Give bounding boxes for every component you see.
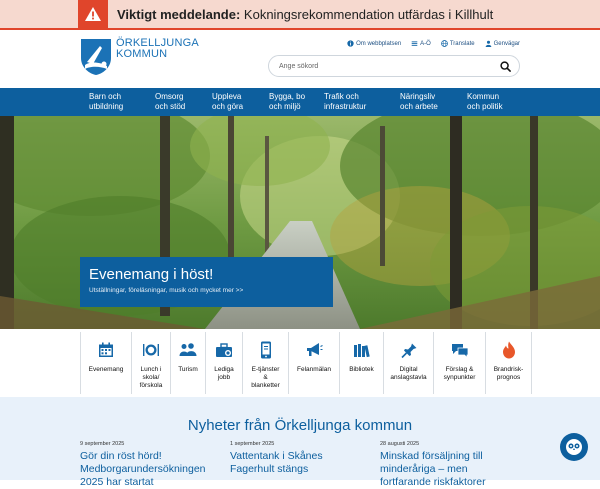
- news-item[interactable]: [80, 441, 228, 489]
- search-placeholder: Ange sökord: [279, 62, 319, 70]
- service-label: [251, 366, 280, 390]
- service-label: [444, 366, 476, 382]
- service-label: [390, 366, 426, 382]
- hero-banner: [0, 116, 600, 329]
- logo-text-line2: KOMMUN: [116, 48, 168, 60]
- news-title[interactable]: [80, 450, 228, 489]
- link-label: Genvägar: [493, 40, 520, 47]
- nav-label-line2: infrastruktur: [324, 102, 367, 111]
- globe-icon: [441, 40, 448, 47]
- service-label-line: &: [263, 374, 268, 381]
- news-heading: Nyheter från Örkelljunga kommun: [187, 417, 413, 434]
- service-label-line: jobb: [217, 374, 231, 381]
- nav-item-barn-och-utbildning[interactable]: [89, 92, 123, 112]
- hero-subtitle[interactable]: Utställningar, föreläsningar, musik och mycket mer >>: [89, 287, 244, 294]
- service-label-line: Lediga: [214, 366, 234, 373]
- alert-label: Viktigt meddelande:: [117, 6, 241, 22]
- main-navigation: [0, 88, 600, 116]
- news-title-line: fortfarande riskfaktorer: [380, 476, 486, 488]
- service-label-line: E-tjänster: [251, 366, 280, 373]
- quick-services: [0, 329, 600, 397]
- link-a-z[interactable]: [411, 40, 431, 47]
- owl-icon: [565, 438, 583, 456]
- list-icon: [411, 40, 418, 47]
- service-bibliotek[interactable]: [340, 332, 384, 394]
- nav-item-kommun-och-politik[interactable]: [467, 92, 503, 112]
- assistant-button[interactable]: [560, 433, 588, 461]
- pin-icon: [401, 340, 417, 360]
- hero-feature-card[interactable]: [80, 257, 333, 307]
- site-logo[interactable]: [80, 38, 199, 76]
- service-label-line: Lunch i: [140, 366, 162, 373]
- alert-text: [117, 7, 493, 22]
- news-date: 28 augusti 2025: [380, 441, 420, 447]
- nav-item-uppleva-och-gora[interactable]: [212, 92, 243, 112]
- news-title-line: 2025 har startat: [80, 476, 154, 488]
- news-title-line: minderåriga – men: [380, 463, 468, 475]
- service-label-line: Bibliotek: [349, 366, 374, 373]
- nav-label-line1: Trafik och: [324, 92, 359, 101]
- link-label: Om webbplatsen: [356, 40, 402, 47]
- service-label-line: Förslag &: [445, 366, 474, 373]
- coat-of-arms-icon: [80, 38, 112, 76]
- service-label-line: Evenemang: [88, 366, 124, 373]
- nav-label-line1: Näringsliv: [400, 92, 436, 101]
- alert-banner[interactable]: [0, 0, 600, 30]
- search-input[interactable]: [268, 55, 520, 77]
- nav-label-line2: och miljö: [269, 102, 301, 111]
- service-label-line: blanketter: [251, 382, 280, 389]
- service-label-line: Felanmälan: [297, 366, 331, 373]
- service-label-line: prognos: [496, 374, 521, 381]
- service-label-line: förskola: [139, 382, 163, 389]
- service-e-tjanster[interactable]: [243, 332, 289, 394]
- chat-icon: [451, 340, 469, 360]
- link-label: A-Ö: [420, 40, 431, 47]
- service-evenemang[interactable]: [80, 332, 132, 394]
- news-title[interactable]: [230, 450, 375, 476]
- service-lediga-jobb[interactable]: [206, 332, 243, 394]
- flame-icon: [502, 340, 516, 360]
- alert-message[interactable]: Kokningsrekommendation utfärdas i Killhult: [243, 6, 494, 22]
- site-header: [0, 30, 600, 88]
- service-forslag-synpunkter[interactable]: [434, 332, 486, 394]
- service-brandriskprognos[interactable]: [486, 332, 532, 394]
- link-translate[interactable]: [441, 40, 475, 47]
- dining-icon: [142, 340, 160, 360]
- info-icon: [347, 40, 354, 47]
- news-title-line: Gör din röst hörd!: [80, 450, 162, 462]
- warning-icon: [78, 0, 108, 28]
- service-label: [297, 366, 331, 374]
- service-label-line: Brandrisk-: [493, 366, 524, 373]
- search-icon[interactable]: [500, 61, 511, 72]
- nav-label-line1: Barn och: [89, 92, 122, 101]
- news-item[interactable]: [380, 441, 540, 489]
- nav-label-line1: Omsorg: [155, 92, 184, 101]
- service-label: [494, 366, 524, 382]
- news-date: 1 september 2025: [230, 441, 275, 447]
- mobile-icon: [259, 340, 273, 360]
- nav-label-line1: Uppleva: [212, 92, 242, 101]
- nav-item-bygga-bo-och-miljo[interactable]: [269, 92, 305, 112]
- briefcase-icon: [215, 340, 233, 360]
- user-icon: [485, 40, 492, 47]
- link-shortcuts[interactable]: [485, 40, 520, 47]
- service-label-line: Turism: [178, 366, 198, 373]
- service-lunch[interactable]: [132, 332, 171, 394]
- service-label: [89, 366, 124, 374]
- nav-label-line1: Kommun: [467, 92, 500, 101]
- service-label: [349, 366, 374, 374]
- news-title-line: Medborgarundersökningen: [80, 463, 206, 475]
- nav-label-line2: utbildning: [89, 102, 124, 111]
- link-label: Translate: [449, 40, 475, 47]
- news-item[interactable]: [230, 441, 375, 476]
- nav-item-naringsliv-och-arbete[interactable]: [400, 92, 438, 112]
- link-about-site[interactable]: [347, 40, 401, 47]
- service-label-line: Digital: [399, 366, 418, 373]
- news-title-line: Fagerhult stängs: [230, 463, 309, 475]
- service-digital-anslagstavla[interactable]: [384, 332, 434, 394]
- logo-text-line1: ÖRKELLJUNGA: [116, 37, 199, 49]
- service-label-line: synpunkter: [443, 374, 476, 381]
- books-icon: [353, 340, 371, 360]
- news-date: 9 september 2025: [80, 441, 125, 447]
- service-felanmalan[interactable]: [289, 332, 340, 394]
- nav-label-line2: och arbete: [400, 102, 438, 111]
- service-label-line: anslagstavla: [390, 374, 427, 381]
- hero-title: Evenemang i höst!: [89, 266, 214, 283]
- megaphone-icon: [305, 340, 323, 360]
- calendar-icon: [98, 340, 114, 360]
- people-icon: [179, 340, 197, 360]
- utility-links: [347, 40, 520, 47]
- service-label: [140, 366, 163, 390]
- service-label: [178, 366, 198, 374]
- nav-label-line2: och göra: [212, 102, 244, 111]
- news-title[interactable]: [380, 450, 540, 489]
- news-title-line: Vattentank i Skånes: [230, 450, 323, 462]
- service-label: [214, 366, 234, 382]
- news-section: [0, 397, 600, 488]
- nav-label-line2: och politik: [467, 102, 503, 111]
- news-title-line: Minskad försäljning till: [380, 450, 483, 462]
- nav-item-omsorg-och-stod[interactable]: [155, 92, 185, 112]
- nav-item-trafik-och-infrastruktur[interactable]: [324, 92, 366, 112]
- nav-label-line2: och stöd: [155, 102, 186, 111]
- nav-label-line1: Bygga, bo: [269, 92, 306, 101]
- service-label-line: skola/: [142, 374, 160, 381]
- service-turism[interactable]: [171, 332, 206, 394]
